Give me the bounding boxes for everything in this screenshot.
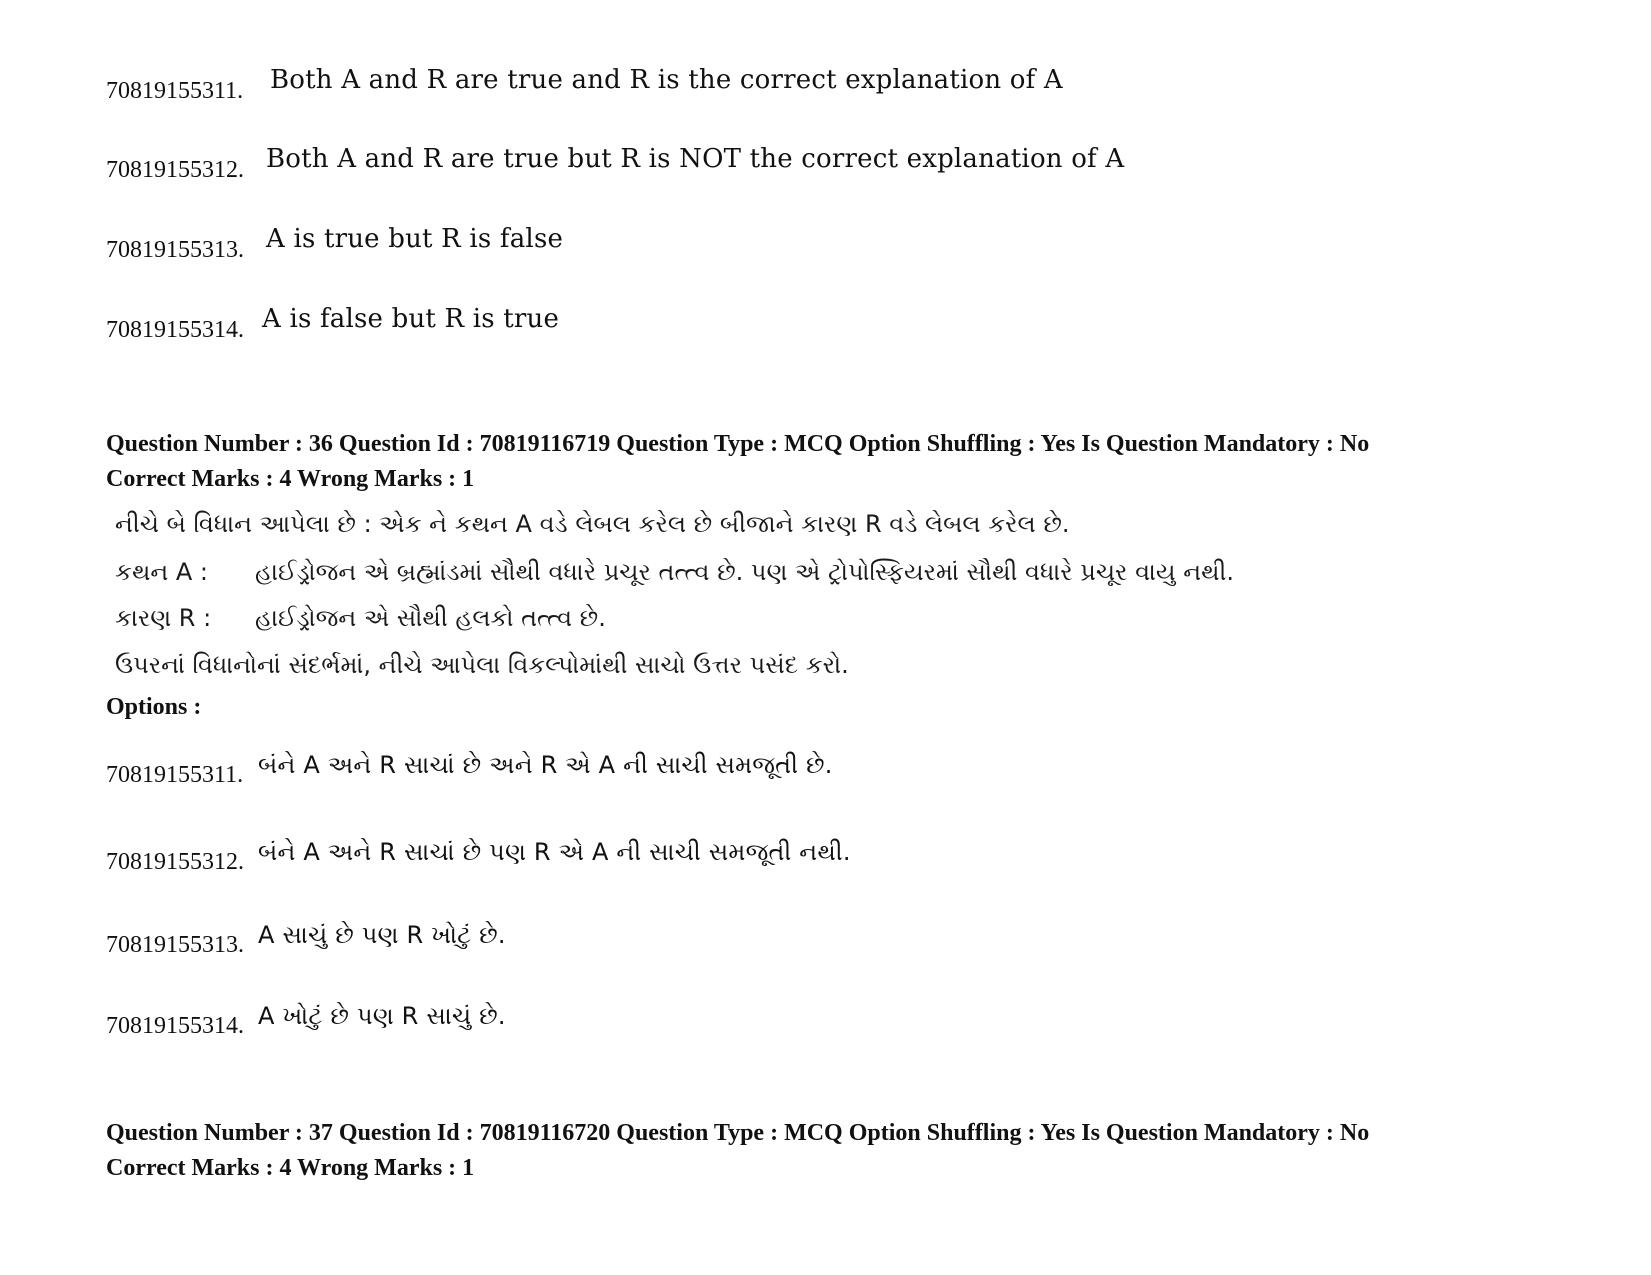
question-meta bbox=[106, 1116, 1369, 1186]
option-id: 70819155311. bbox=[106, 78, 244, 104]
option-row bbox=[106, 204, 1306, 264]
option-text: બંને A અને R સાચાં છે પણ R એ A ની સાચી સમજૂતી નથી. bbox=[258, 838, 851, 866]
marks-line: Correct Marks : 4 Wrong Marks : 1 bbox=[106, 1155, 475, 1181]
option-row bbox=[106, 284, 1306, 344]
option-row bbox=[106, 729, 1306, 789]
options-label: Options : bbox=[106, 694, 202, 720]
option-text: A ખોટું છે પણ R સાચું છે. bbox=[258, 1002, 506, 1030]
option-id: 70819155312. bbox=[106, 849, 244, 875]
reason-text: હાઈડ્રોજન એ સૌથી હલકો તત્ત્વ છે. bbox=[255, 604, 606, 632]
option-id: 70819155312. bbox=[106, 157, 244, 183]
option-id: 70819155313. bbox=[106, 237, 244, 263]
assertion-line bbox=[115, 558, 1234, 586]
option-row bbox=[106, 816, 1306, 876]
option-row bbox=[106, 124, 1306, 184]
option-id: 70819155314. bbox=[106, 317, 244, 343]
reason-line bbox=[115, 604, 606, 632]
question-meta-line: Question Number : 37 Question Id : 70819116720 Question Type : MCQ Option Shuffling : Yes Is Question Mandatory : No bbox=[106, 1120, 1370, 1146]
option-row bbox=[106, 980, 1306, 1040]
option-text: Both A and R are true but R is NOT the correct explanation of A bbox=[266, 144, 1125, 174]
option-id: 70819155313. bbox=[106, 932, 244, 958]
option-row bbox=[106, 45, 1306, 105]
question-meta-line: Question Number : 36 Question Id : 70819116719 Question Type : MCQ Option Shuffling : Yes Is Question Mandatory : No bbox=[106, 431, 1370, 457]
option-text: A is true but R is false bbox=[266, 224, 564, 254]
question-meta bbox=[106, 427, 1369, 497]
assertion-label: કથન A : bbox=[115, 558, 208, 586]
marks-line: Correct Marks : 4 Wrong Marks : 1 bbox=[106, 466, 475, 492]
option-row bbox=[106, 899, 1306, 959]
question-instruction: ઉપરનાં વિધાનોનાં સંદર્ભમાં, નીચે આપેલા વિકલ્પોમાંથી સાચો ઉત્તર પસંદ કરો. bbox=[115, 651, 849, 679]
option-text: A સાચું છે પણ R ખોટું છે. bbox=[258, 921, 506, 949]
option-text: બંને A અને R સાચાં છે અને R એ A ની સાચી સમજૂતી છે. bbox=[258, 751, 833, 779]
option-id: 70819155311. bbox=[106, 762, 244, 788]
option-id: 70819155314. bbox=[106, 1013, 244, 1039]
question-intro: નીચે બે વિધાન આપેલા છે : એક ને કથન A વડે લેબલ કરેલ છે બીજાને કારણ R વડે લેબલ કરેલ છે. bbox=[115, 510, 1070, 538]
option-text: Both A and R are true and R is the correct explanation of A bbox=[270, 65, 1063, 95]
assertion-text: હાઈડ્રોજન એ બ્રહ્માંડમાં સૌથી વધારે પ્રચૂર તત્ત્વ છે. પણ એ ટ્રોપોસ્ફિયરમાં સૌથી વધારે પ્રચૂર વાયુ નથી. bbox=[255, 558, 1234, 586]
option-text: A is false but R is true bbox=[262, 304, 560, 334]
reason-label: કારણ R : bbox=[115, 604, 212, 632]
